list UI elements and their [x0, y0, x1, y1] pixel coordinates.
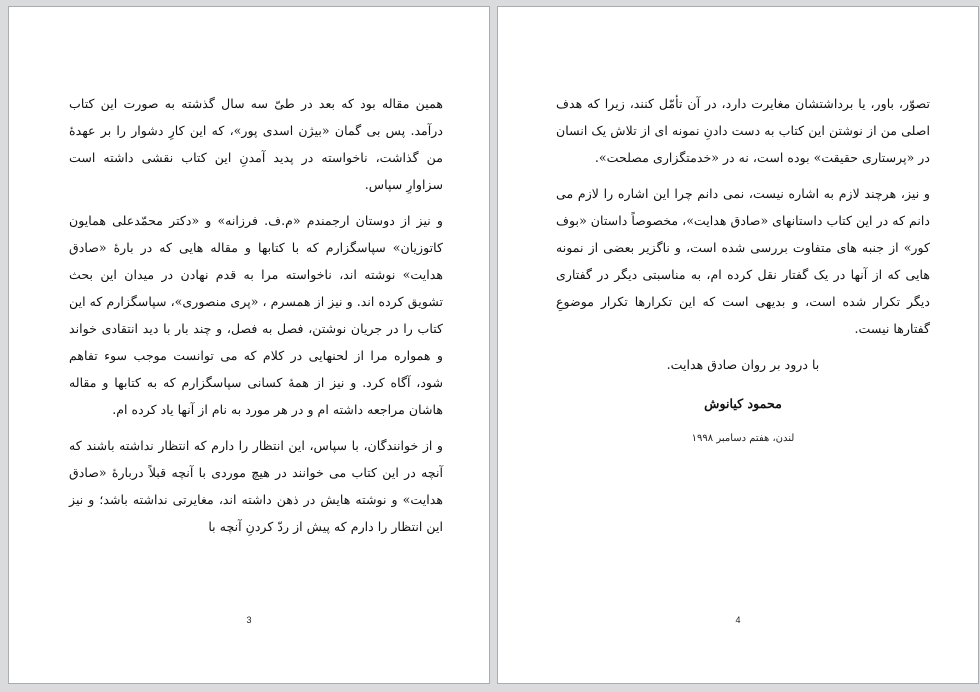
paragraph: تصوّر، باور، یا برداشتشان مغایرت دارد، در آن تأمّل کنند، زیرا که هدف اصلی من از نوشتن این کتاب به دست دادنِ نمونه ای از تلاش یک انسان در «پرستاری حقیقت» بوده است، نه در «خدمتگزاری مصلحت». [556, 96, 930, 165]
author-name: محمود کیانوش [704, 396, 782, 411]
signoff-line: با درود بر روان صادق هدایت. [666, 357, 820, 372]
page-number: 4 [735, 615, 741, 625]
paragraph: و نیز، هرچند لازم به اشاره نیست، نمی دانم چرا این اشاره را لازم می دانم که در این کتاب داستانهای «صادق هدایت»، مخصوصاً داستان «بوف کور» از جنبه های متفاوت بررسی شده است، و ناگزیر بعضی از نمونه هایی که از آنها در یک گفتار نقل کرده ام، به مناسبتی دیگر در گفتاری دیگر تکرار شده است، و بدیهی است که این تکرارها تکرار موضوعِ گفتارها نیست. [556, 186, 930, 336]
paragraph: و از خوانندگان، با سپاس، این انتظار را دارم که انتظار نداشته باشند که آنچه در این کتاب می خوانند در هیچ موردی با آنچه قبلاً دربارهٔ «صادق هدایت» و نوشته هایش در ذهن داشته اند، مغایرتی نداشته باشد؛ و نیز این انتظار را دارم که پیش از ردّ کردنِ آنچه با [69, 438, 443, 534]
place-date: لندن، هفتم دسامبر ۱۹۹۸ [691, 433, 795, 444]
page-number: 3 [246, 615, 252, 625]
page-3 [8, 6, 490, 684]
page-4-text [556, 90, 930, 452]
paragraph: همین مقاله بود که بعد در طیّ سه سال گذشته به صورت این کتاب درآمد. پس بی گمان «بیژن اسدی پور»، که این کارِ دشوار را بر عهدهٔ من گذاشت، ناخواسته در پدید آمدنِ این کتاب نقشی داشته است سزاوارِ سپاس. [69, 96, 443, 192]
page-4 [497, 6, 979, 684]
page-3-text [69, 90, 443, 549]
paragraph: و نیز از دوستان ارجمندم «م.ف. فرزانه» و «دکتر محمّدعلی همایون کاتوزیان» سپاسگزارم که با کتابها و مقاله هایی که در بارهٔ «صادق هدایت» نوشته اند، ناخواسته مرا به قدم نهادن در میدان این بحث تشویق کرده اند. و نیز از همسرم ، «پری منصوری»، سپاسگزارم که این کتاب را در جریان نوشتن، فصل به فصل، و چند بار با دید انتقادی خواند و همواره مرا از لحنهایی در کلام که می توانست موجب سوء تفاهم شود، آگاه کرد. و نیز از همهٔ کسانی سپاسگزارم که به کتابها و مقاله هاشان مراجعه داشته ام و در هر مورد به نام از آنها یاد کرده ام. [69, 213, 443, 417]
